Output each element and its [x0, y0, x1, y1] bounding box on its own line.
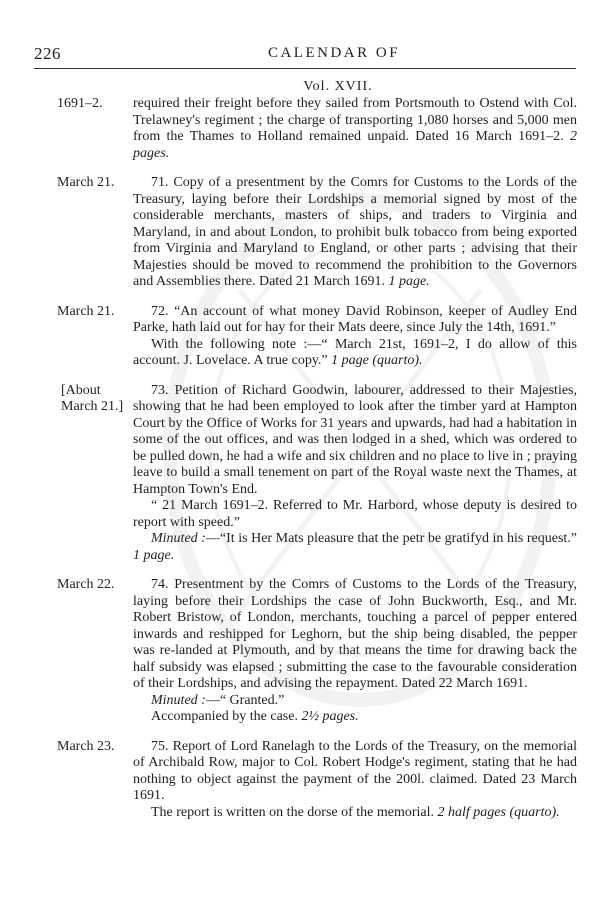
margin-date: March 21. [57, 303, 115, 319]
margin-date: March 21. [57, 175, 115, 190]
page-header [30, 44, 578, 66]
entry-paragraph: 74. Presentment by the Comrs of Customs to the Lords of the Treasury, laying before their Lordships the case of John Buckworth, Esq., and Mr. Robert Bristow, of London, merchants, touching a parcel of pepper entered inwards and reshipped for Leghorn, but the ship being disabled, the pepper was re-landed at Plymouth, and by that means the time for drawing back the half subsidy was elapsed ; submitting the case to the favourable consideration of their Lordships, and advising the repayment. Dated 22 March 1691. [133, 577, 577, 691]
entries [0, 96, 606, 834]
volume-heading: Vol. XVII. [303, 79, 373, 94]
margin-date: [About March 21.] [61, 382, 124, 414]
page-number: 226 [34, 44, 61, 63]
entry-body [133, 739, 577, 822]
entry-body [133, 383, 577, 565]
entry-73 [0, 383, 606, 565]
margin-date: March 23. [57, 738, 115, 754]
entry-paragraph: 72. “An account of what money David Robinson, keeper of Audley End Parke, hath laid out for hay for their Mats deere, since July the 14th, 1691.” [133, 303, 577, 335]
entry-continuation [0, 96, 606, 162]
entry-paragraph: “ 21 March 1691–2. Referred to Mr. Harbord, whose deputy is desired to report with speed.” [133, 498, 577, 530]
running-title: CALENDAR OF [267, 45, 401, 61]
entry-paragraph: required their freight before they sailed from Portsmouth to Ostend with Col. Trelawney's regiment ; the charge of transporting 1,080 horses and 5,000 men from the Thames to Holland remained unpaid. Dated 16 March 1691–2. 2 pages. [133, 96, 578, 161]
entry-72 [0, 304, 606, 370]
entry-paragraph: 75. Report of Lord Ranelagh to the Lords of the Treasury, on the memorial of Archibald Row, major to Col. Robert Hodge's regiment, stating that he had nothing to object against the payment of the 200l. claimed. Dated 23 March 1691. [133, 738, 577, 803]
entry-paragraph: Minuted :—“It is Her Mats pleasure that the petr be gratifyd in his request.” 1 page. [133, 531, 577, 563]
entry-paragraph: With the following note :—“ March 21st, 1691–2, I do allow of this account. J. Lovelace. A true copy.” 1 page (quarto). [133, 336, 577, 368]
entry-paragraph: 71. Copy of a presentment by the Comrs for Customs to the Lords of the Treasury, laying before their Lordships a memorial signed by most of the considerable merchants, masters of ships, and traders to Virginia and Maryland, in and about London, to prohibit bulk tobacco from being exported from Virginia and Maryland to England, or other parts ; advising that their Majesties should be moved to recommend the prohibition to the Governors and Assemblies there. Dated 21 March 1691. 1 page. [133, 175, 577, 289]
entry-body [133, 304, 577, 370]
entry-paragraph: Accompanied by the case. 2½ pages. [151, 709, 359, 724]
entry-74 [0, 577, 606, 726]
entry-body [133, 577, 577, 726]
margin-date: March 22. [57, 577, 115, 592]
entry-body [133, 175, 577, 291]
entry-paragraph: Minuted :—“ Granted.” [151, 692, 285, 708]
header-rule [34, 68, 576, 69]
entry-body [133, 96, 577, 162]
entry-paragraph: 73. Petition of Richard Goodwin, labourer, addressed to their Majesties, showing that he had been employed to look after the timber yard at Hampton Court by the Office of Works for 31 years and upwards, had had a habitation in some of the out offices, and was then lodged in a shed, which was ordered to be pulled down, he had a wife and six children and no place to live in ; praying leave to build a small tenement on part of the Royal waste next the Thames, at Hampton Town's End. [133, 382, 577, 497]
entry-paragraph: The report is written on the dorse of the memorial. 2 half pages (quarto). [151, 804, 560, 820]
entry-71 [0, 175, 606, 291]
margin-date: 1691–2. [57, 96, 103, 111]
entry-75 [0, 739, 606, 822]
